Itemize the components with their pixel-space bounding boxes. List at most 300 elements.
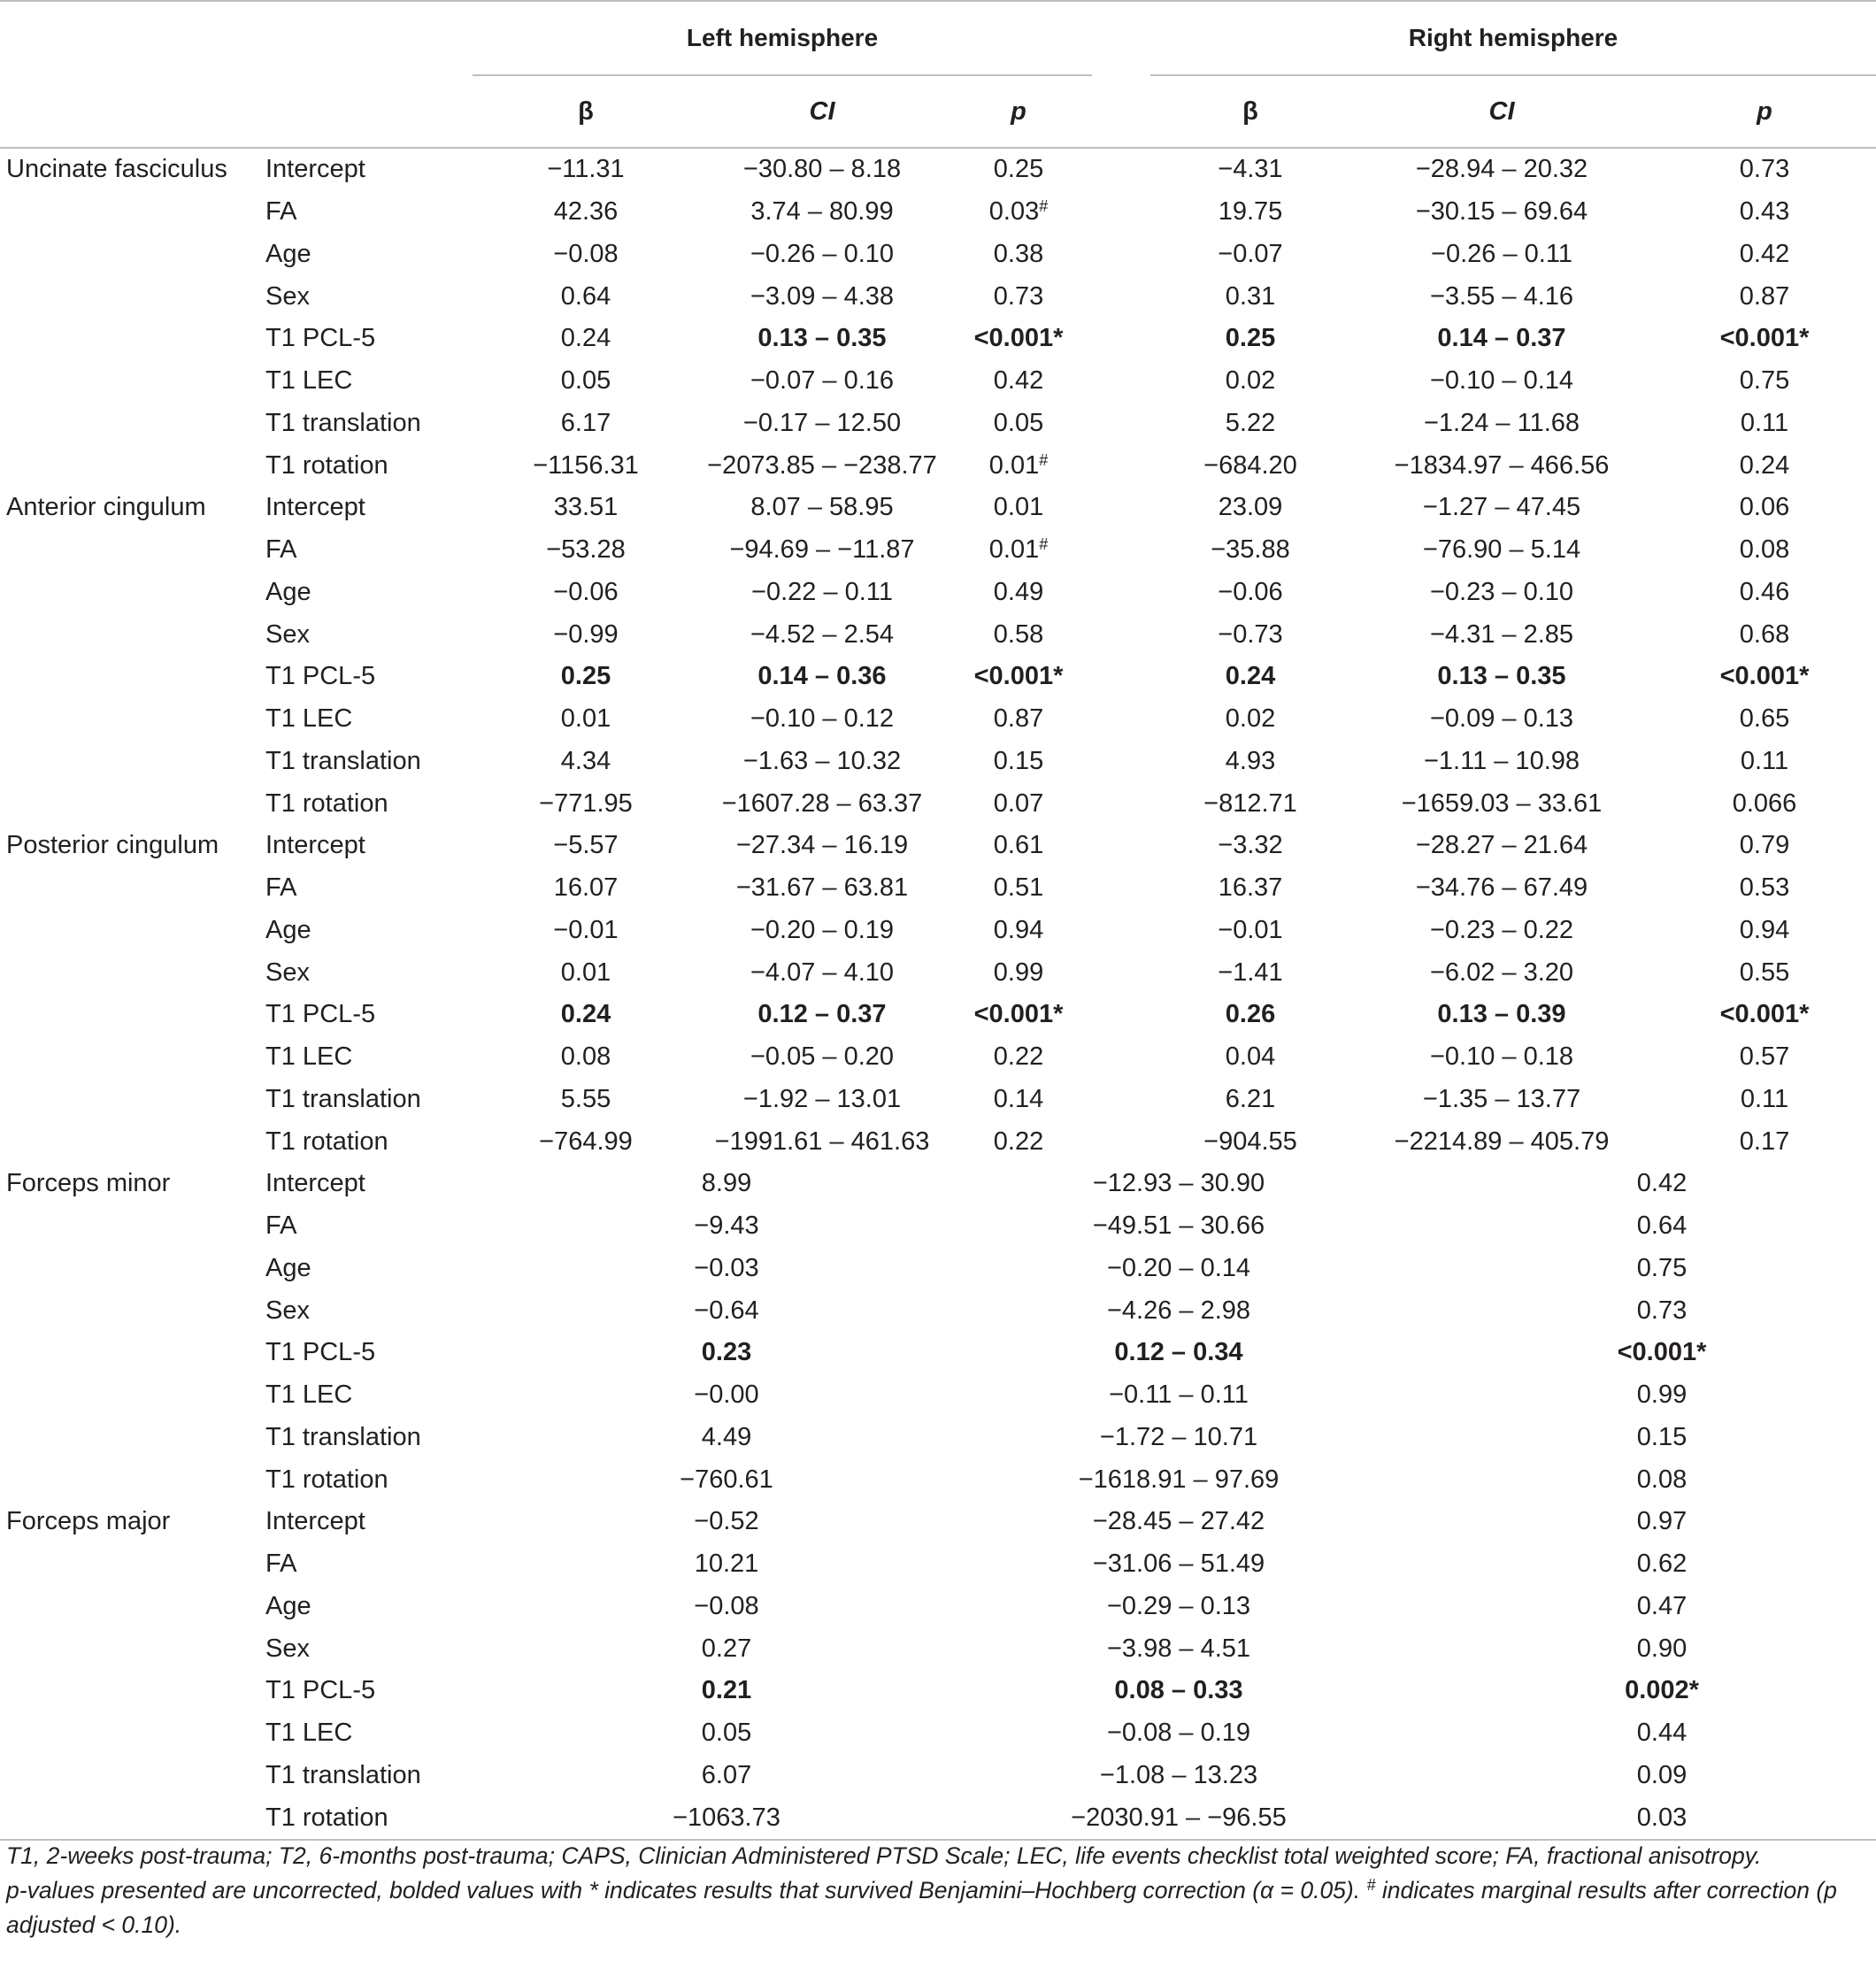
predictor-cell: T1 rotation [265,788,388,818]
left-ci-cell [699,1036,945,1079]
left-ci-cell-value: −0.07 – 0.16 [750,366,895,396]
predictor-cell: FA [265,535,297,565]
right-beta-cell-value: 0.25 [1225,324,1276,353]
left-beta-cell-value: −771.95 [539,788,633,818]
left-ci-cell [699,572,945,614]
left-beta-cell [473,1120,699,1163]
left-ci-cell [699,487,945,529]
left-ci-cell [699,149,945,191]
right-ci-cell-value: −0.23 – 0.10 [1429,577,1574,606]
left-p-cell-value: <0.001* [973,662,1064,691]
left-beta-cell-value: −764.99 [539,1127,633,1156]
right-beta-cell [1150,360,1350,403]
right-ci-cell [1350,487,1653,529]
predictor-cell: T1 PCL-5 [265,662,376,691]
footnote-hash-mark: # [1366,1876,1376,1894]
right-ci-cell-value: −34.76 – 67.49 [1415,873,1588,903]
table-footnote [6,1839,1872,1942]
left-p-cell [945,825,1092,867]
table-row [0,444,1876,487]
hemisphere-header-row [0,2,1876,75]
left-ci-cell-value: 3.74 – 80.99 [750,197,894,227]
right-beta-cell-value: −812.71 [1203,788,1297,818]
left-p-cell [945,149,1092,191]
right-p-cell-value: 0.43 [1739,197,1790,227]
combined-beta-cell: −0.64 [694,1296,759,1325]
right-ci-cell-value: −28.94 – 20.32 [1415,155,1588,184]
spacer-cell [1092,275,1150,318]
spacer-cell [1092,318,1150,360]
left-ci-cell [699,613,945,656]
left-beta-cell [473,444,699,487]
table-row [0,656,1876,698]
left-ci-cell [699,825,945,867]
left-beta-cell-value: −0.01 [553,915,619,944]
left-ci-cell [699,403,945,445]
right-ci-cell [1350,318,1653,360]
right-p-cell [1653,782,1876,825]
footnote-correction-text: p-values presented are uncorrected, bolded values with * indicates results that survived Benjamini–Hochberg correction (α = 0.05). [6,1877,1361,1903]
table-row [0,613,1876,656]
right-p-cell-value: 0.75 [1739,366,1790,396]
predictor-cell: Age [265,1253,311,1282]
right-ci-cell [1350,360,1653,403]
table-row [0,1163,1876,1205]
left-ci-cell-value: −0.05 – 0.20 [750,1042,895,1072]
combined-beta-cell: −760.61 [680,1465,773,1494]
spacer-cell [1092,234,1150,276]
combined-beta-cell: 4.49 [701,1422,752,1451]
tract-label [0,782,264,825]
right-p-cell-value: <0.001* [1719,1000,1810,1029]
left-beta-cell-value: 33.51 [553,493,619,522]
table-row [0,487,1876,529]
left-p-cell-value: <0.001* [973,1000,1064,1029]
tract-label [0,275,264,318]
right-p-cell [1653,149,1876,191]
right-beta-cell [1150,825,1350,867]
table-row [0,994,1876,1036]
predictor-cell: T1 PCL-5 [265,324,376,353]
left-ci-cell-value: −94.69 – −11.87 [729,535,915,565]
left-p-cell [945,529,1092,572]
left-beta-cell [473,910,699,952]
left-p-cell-value: 0.58 [993,619,1044,649]
right-p-cell-value: 0.79 [1739,831,1790,860]
tract-label [0,867,264,910]
table-row [0,1712,1876,1755]
right-p-cell-value: 0.55 [1739,957,1790,987]
predictor-cell: Sex [265,1634,310,1663]
left-p-cell [945,951,1092,994]
left-p-cell-value: 0.22 [993,1042,1044,1072]
right-beta-cell-value: 0.02 [1225,704,1276,734]
right-ci-cell [1350,149,1653,191]
right-ci-cell-value: −76.90 – 5.14 [1422,535,1581,565]
tract-label: Forceps major [6,1507,171,1536]
left-p-cell-value: 0.73 [993,281,1044,311]
right-ci-cell-value: −1.11 – 10.98 [1423,746,1580,775]
left-p-cell [945,741,1092,783]
predictor-cell: FA [265,197,297,227]
right-ci-cell [1350,572,1653,614]
right-beta-cell-value: 6.21 [1225,1084,1276,1113]
table-row [0,1670,1876,1712]
combined-p-cell: 0.15 [1636,1422,1688,1451]
right-beta-cell-value: 0.04 [1225,1042,1276,1072]
left-beta-cell [473,234,699,276]
left-p-cell-value: 0.42 [993,366,1044,396]
left-beta-cell [473,1036,699,1079]
left-p-cell [945,360,1092,403]
left-beta-cell-value: 0.24 [560,324,611,353]
predictor-cell: Sex [265,957,310,987]
right-beta-cell [1150,529,1350,572]
predictor-cell: Age [265,915,311,944]
left-p-cell [945,234,1092,276]
table-row [0,1036,1876,1079]
combined-ci-cell: −4.26 – 2.98 [1106,1296,1251,1325]
right-ci-cell [1350,656,1653,698]
right-p-cell-value: 0.24 [1739,450,1790,480]
left-p-cell [945,275,1092,318]
left-ci-cell [699,951,945,994]
right-ci-cell [1350,951,1653,994]
right-beta-cell [1150,910,1350,952]
right-p-cell-value: 0.17 [1739,1127,1790,1156]
tract-label [0,360,264,403]
tract-label [0,191,264,234]
marginal-mark: # [1039,535,1049,554]
predictor-cell: Intercept [265,155,365,184]
right-beta-cell [1150,613,1350,656]
predictor-cell: T1 LEC [265,1719,353,1748]
spacer-cell [1092,741,1150,783]
right-ci-cell [1350,741,1653,783]
left-ci-header: CI [809,96,835,126]
left-p-cell-value: <0.001* [973,324,1064,353]
marginal-mark: # [1039,197,1049,216]
combined-p-cell: 0.62 [1636,1550,1688,1579]
right-p-cell [1653,1120,1876,1163]
table-row [0,1543,1876,1586]
predictor-cell: T1 rotation [265,1803,388,1832]
left-beta-cell-value: 5.55 [560,1084,611,1113]
right-p-cell [1653,444,1876,487]
right-beta-cell [1150,867,1350,910]
left-ci-cell [699,741,945,783]
tract-label [0,1586,264,1628]
combined-ci-cell: −1618.91 – 97.69 [1078,1465,1280,1494]
right-p-cell [1653,572,1876,614]
predictor-cell: T1 PCL-5 [265,1676,376,1705]
combined-ci-cell: −1.72 – 10.71 [1099,1422,1258,1451]
table-row [0,572,1876,614]
combined-p-cell: 0.03 [1636,1803,1688,1832]
table-row [0,191,1876,234]
left-p-cell-value: 0.01 [988,535,1040,565]
right-p-cell [1653,1036,1876,1079]
left-p-cell-value: 0.49 [993,577,1044,606]
right-p-cell [1653,529,1876,572]
table-row [0,529,1876,572]
right-ci-cell [1350,613,1653,656]
left-ci-cell [699,444,945,487]
table-row [0,951,1876,994]
right-beta-cell [1150,403,1350,445]
spacer-cell [1092,782,1150,825]
right-beta-cell [1150,1079,1350,1121]
combined-p-cell: 0.90 [1636,1634,1688,1663]
left-beta-cell [473,487,699,529]
left-p-cell [945,1120,1092,1163]
tract-label: Posterior cingulum [6,831,219,860]
right-ci-cell-value: −0.09 – 0.13 [1429,704,1574,734]
right-ci-cell-value: −1.24 – 11.68 [1423,408,1580,437]
right-p-cell-value: 0.11 [1740,1084,1789,1113]
combined-p-cell: 0.64 [1636,1211,1688,1241]
right-beta-cell [1150,444,1350,487]
left-ci-cell-value: 0.12 – 0.37 [757,1000,887,1029]
combined-beta-cell: 8.99 [701,1169,752,1198]
left-p-cell [945,444,1092,487]
right-p-cell-value: 0.68 [1739,619,1790,649]
spacer-cell [1092,444,1150,487]
left-p-cell [945,656,1092,698]
table-row [0,1248,1876,1290]
left-beta-cell-value: 0.01 [560,957,611,987]
predictor-cell: T1 PCL-5 [265,1338,376,1367]
right-beta-cell-value: −684.20 [1203,450,1297,480]
table-row [0,1755,1876,1797]
combined-p-cell: 0.44 [1636,1719,1688,1748]
left-beta-cell [473,403,699,445]
left-p-cell-value: 0.61 [993,831,1044,860]
right-hemisphere-header: Right hemisphere [1408,24,1618,51]
table-row [0,1501,1876,1543]
combined-p-cell: 0.08 [1636,1465,1688,1494]
predictor-cell: T1 LEC [265,1042,353,1072]
tract-label: Uncinate fasciculus [6,155,227,184]
combined-beta-cell: −0.00 [694,1380,759,1410]
right-ci-cell [1350,529,1653,572]
predictor-cell: Intercept [265,1169,365,1198]
right-ci-cell-value: −1834.97 – 466.56 [1394,450,1610,480]
table-row [0,275,1876,318]
right-p-cell-value: 0.06 [1739,493,1790,522]
table-row [0,1205,1876,1248]
left-beta-cell-value: 4.34 [560,746,611,775]
left-p-cell [945,403,1092,445]
left-beta-cell-value: 16.07 [553,873,619,903]
left-beta-cell-value: 0.64 [560,281,611,311]
right-p-cell-value: 0.42 [1739,239,1790,268]
spacer-cell [1092,698,1150,741]
right-p-cell [1653,994,1876,1036]
left-p-cell-value: 0.03 [988,197,1040,227]
right-beta-cell [1150,149,1350,191]
table-row [0,234,1876,276]
right-beta-cell-value: −1.41 [1218,957,1283,987]
table-row [0,910,1876,952]
right-beta-cell-value: −0.01 [1218,915,1283,944]
predictor-cell: Intercept [265,1507,365,1536]
left-p-cell [945,572,1092,614]
column-header-row [0,76,1876,148]
left-ci-cell-value: −2073.85 – −238.77 [707,450,937,480]
combined-ci-cell: −12.93 – 30.90 [1092,1169,1265,1198]
left-ci-cell [699,360,945,403]
right-p-cell-value: 0.46 [1739,577,1790,606]
combined-p-cell: 0.99 [1636,1380,1688,1410]
tract-label [0,1670,264,1712]
right-p-cell-value: 0.57 [1739,1042,1790,1072]
right-p-cell [1653,275,1876,318]
left-ci-cell-value: 0.14 – 0.36 [757,662,887,691]
right-beta-cell-value: 4.93 [1225,746,1276,775]
spacer-cell [1092,1120,1150,1163]
tract-label [0,1543,264,1586]
left-p-cell [945,613,1092,656]
right-p-cell-value: <0.001* [1719,324,1810,353]
table-row [0,149,1876,191]
left-beta-cell-value: 6.17 [560,408,611,437]
tract-label [0,234,264,276]
right-p-cell [1653,318,1876,360]
left-beta-cell [473,613,699,656]
left-ci-cell [699,234,945,276]
left-p-cell [945,994,1092,1036]
predictor-cell: T1 rotation [265,1465,388,1494]
right-p-cell-value: 0.73 [1739,155,1790,184]
right-beta-cell-value: 16.37 [1218,873,1283,903]
right-p-cell-value: 0.11 [1740,408,1789,437]
right-ci-cell-value: 0.14 – 0.37 [1437,324,1566,353]
left-ci-cell [699,994,945,1036]
right-ci-cell [1350,1120,1653,1163]
tract-label [0,1120,264,1163]
tract-label [0,613,264,656]
left-beta-cell-value: 0.01 [560,704,611,734]
tract-label [0,1079,264,1121]
spacer-cell [1092,572,1150,614]
spacer-cell [1092,1079,1150,1121]
left-p-cell-value: 0.05 [993,408,1044,437]
left-p-cell [945,910,1092,952]
combined-beta-cell: 0.21 [701,1676,752,1705]
right-ci-cell-value: 0.13 – 0.39 [1437,1000,1566,1029]
left-p-cell [945,1079,1092,1121]
right-beta-cell [1150,994,1350,1036]
spacer-cell [1092,910,1150,952]
tract-label [0,318,264,360]
spacer-cell [1092,1036,1150,1079]
left-beta-cell [473,656,699,698]
combined-beta-cell: 10.21 [694,1550,759,1579]
left-beta-cell-value: −11.31 [547,155,625,184]
left-beta-cell-value: −1156.31 [533,450,639,480]
right-p-cell [1653,698,1876,741]
left-ci-cell [699,1120,945,1163]
combined-ci-cell: −0.20 – 0.14 [1106,1253,1251,1282]
right-beta-cell [1150,656,1350,698]
left-ci-cell-value: −3.09 – 4.38 [750,281,895,311]
right-ci-header: CI [1488,96,1515,126]
table-row [0,1289,1876,1332]
combined-beta-cell: −1063.73 [673,1803,780,1832]
combined-ci-cell: −28.45 – 27.42 [1092,1507,1265,1536]
left-beta-cell-value: 42.36 [553,197,619,227]
predictor-cell: T1 PCL-5 [265,1000,376,1029]
spacer-cell [1092,360,1150,403]
right-ci-cell-value: −0.10 – 0.14 [1429,366,1574,396]
left-beta-cell [473,1079,699,1121]
right-p-cell [1653,1079,1876,1121]
right-p-header: p [1757,96,1772,126]
combined-p-cell: 0.97 [1636,1507,1688,1536]
right-p-cell [1653,613,1876,656]
combined-beta-cell: 6.07 [701,1760,752,1789]
right-beta-cell-value: 0.31 [1225,281,1276,311]
combined-ci-cell: −0.11 – 0.11 [1109,1380,1249,1410]
marginal-mark: # [1039,450,1049,469]
tract-label [0,1796,264,1840]
right-ci-cell-value: 0.13 – 0.35 [1437,662,1566,691]
left-ci-cell-value: 0.13 – 0.35 [757,324,887,353]
right-beta-cell-value: −904.55 [1203,1127,1297,1156]
left-ci-cell-value: −0.20 – 0.19 [750,915,895,944]
left-p-cell-value: 0.51 [993,873,1044,903]
predictor-cell: T1 LEC [265,704,353,734]
right-beta-cell-value: −3.32 [1218,831,1283,860]
left-ci-cell-value: −4.07 – 4.10 [750,957,895,987]
tract-label [0,910,264,952]
left-ci-cell-value: −1607.28 – 63.37 [721,788,923,818]
left-ci-cell-value: −0.17 – 12.50 [742,408,902,437]
predictor-cell: T1 rotation [265,450,388,480]
tract-label [0,1248,264,1290]
left-p-cell-value: 0.22 [993,1127,1044,1156]
right-ci-cell-value: −6.02 – 3.20 [1429,957,1574,987]
left-beta-cell-value: −0.06 [553,577,619,606]
left-ci-cell-value: 8.07 – 58.95 [750,493,894,522]
tract-label [0,656,264,698]
left-p-cell [945,487,1092,529]
combined-ci-cell: −0.08 – 0.19 [1106,1719,1251,1748]
right-ci-cell-value: −0.23 – 0.22 [1429,915,1574,944]
right-ci-cell [1350,191,1653,234]
predictor-cell: T1 rotation [265,1127,388,1156]
footnote-correction [6,1873,1872,1942]
right-ci-cell-value: −28.27 – 21.64 [1415,831,1588,860]
right-beta-cell-value: 19.75 [1218,197,1283,227]
left-ci-cell [699,698,945,741]
tract-label [0,1755,264,1797]
right-p-cell [1653,656,1876,698]
predictor-cell: T1 translation [265,746,421,775]
right-p-cell-value: 0.53 [1739,873,1790,903]
left-beta-cell-value: 0.25 [560,662,611,691]
spacer-cell [1092,951,1150,994]
left-beta-cell [473,275,699,318]
right-ci-cell-value: −2214.89 – 405.79 [1394,1127,1610,1156]
tract-label [0,529,264,572]
tract-label [0,1289,264,1332]
left-p-cell-value: 0.94 [993,915,1044,944]
tract-label [0,444,264,487]
tract-label [0,1332,264,1374]
left-ci-cell-value: −1.92 – 13.01 [742,1084,902,1113]
